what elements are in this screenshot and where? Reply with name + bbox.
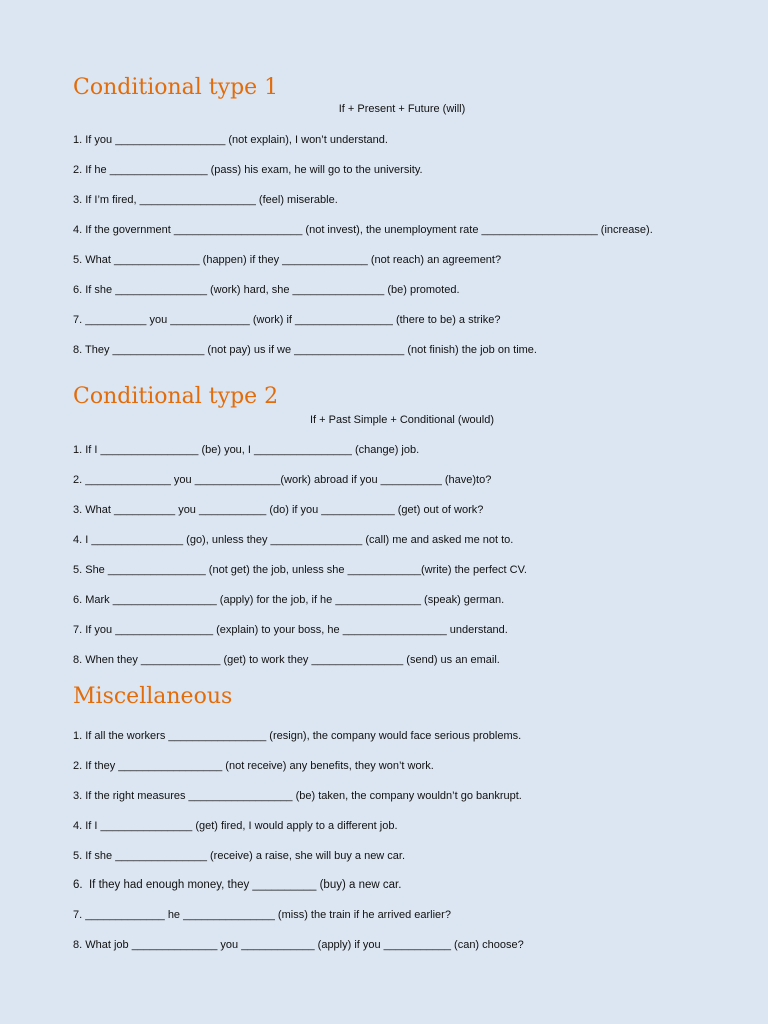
exercise-item: 4. If the government _____________________ (not invest), the unemployment rate ___________________ (increase). bbox=[73, 224, 653, 236]
exercise-item: 6. If they had enough money, they __________ (buy) a new car. bbox=[73, 879, 402, 891]
exercise-item: 3. If I’m fired, ___________________ (feel) miserable. bbox=[73, 194, 338, 206]
exercise-item: 5. She ________________ (not get) the job, unless she ____________(write) the perfect CV. bbox=[73, 564, 527, 576]
exercise-item: 8. What job ______________ you ____________ (apply) if you ___________ (can) choose? bbox=[73, 939, 524, 951]
exercise-item: 5. If she _______________ (receive) a raise, she will buy a new car. bbox=[73, 850, 406, 862]
section-heading-conditional-2: Conditional type 2 bbox=[73, 384, 279, 409]
exercise-item: 4. I _______________ (go), unless they _______________ (call) me and asked me not to. bbox=[73, 534, 514, 546]
section-formula-conditional-2: If + Past Simple + Conditional (would) bbox=[309, 414, 495, 426]
exercise-item: 8. They _______________ (not pay) us if we __________________ (not finish) the job on time. bbox=[73, 344, 537, 356]
section-heading-miscellaneous: Miscellaneous bbox=[73, 684, 233, 709]
exercise-item: 1. If you __________________ (not explain), I won’t understand. bbox=[73, 134, 388, 146]
exercise-item: 1. If all the workers ________________ (resign), the company would face serious problems. bbox=[73, 730, 522, 742]
section-heading-conditional-1: Conditional type 1 bbox=[73, 75, 279, 100]
exercise-item: 1. If I ________________ (be) you, I ________________ (change) job. bbox=[73, 444, 420, 456]
exercise-item: 3. If the right measures _________________ (be) taken, the company wouldn’t go bankrupt. bbox=[73, 790, 522, 802]
exercise-item: 7. _____________ he _______________ (miss) the train if he arrived earlier? bbox=[73, 909, 451, 921]
exercise-item: 7. If you ________________ (explain) to your boss, he _________________ understand. bbox=[73, 624, 508, 636]
exercise-item: 2. If they _________________ (not receive) any benefits, they won’t work. bbox=[73, 760, 434, 772]
section-formula-conditional-1: If + Present + Future (will) bbox=[338, 103, 466, 115]
exercise-item: 5. What ______________ (happen) if they ______________ (not reach) an agreement? bbox=[73, 254, 502, 266]
exercise-item: 3. What __________ you ___________ (do) if you ____________ (get) out of work? bbox=[73, 504, 484, 516]
exercise-item: 8. When they _____________ (get) to work they _______________ (send) us an email. bbox=[73, 654, 500, 666]
exercise-item: 6. Mark _________________ (apply) for the job, if he ______________ (speak) german. bbox=[73, 594, 505, 606]
exercise-item: 6. If she _______________ (work) hard, she _______________ (be) promoted. bbox=[73, 284, 460, 296]
exercise-item: 2. ______________ you ______________(work) abroad if you __________ (have)to? bbox=[73, 474, 492, 486]
exercise-item: 7. __________ you _____________ (work) if ________________ (there to be) a strike? bbox=[73, 314, 501, 326]
exercise-item: 4. If I _______________ (get) fired, I would apply to a different job. bbox=[73, 820, 398, 832]
exercise-item: 2. If he ________________ (pass) his exam, he will go to the university. bbox=[73, 164, 423, 176]
